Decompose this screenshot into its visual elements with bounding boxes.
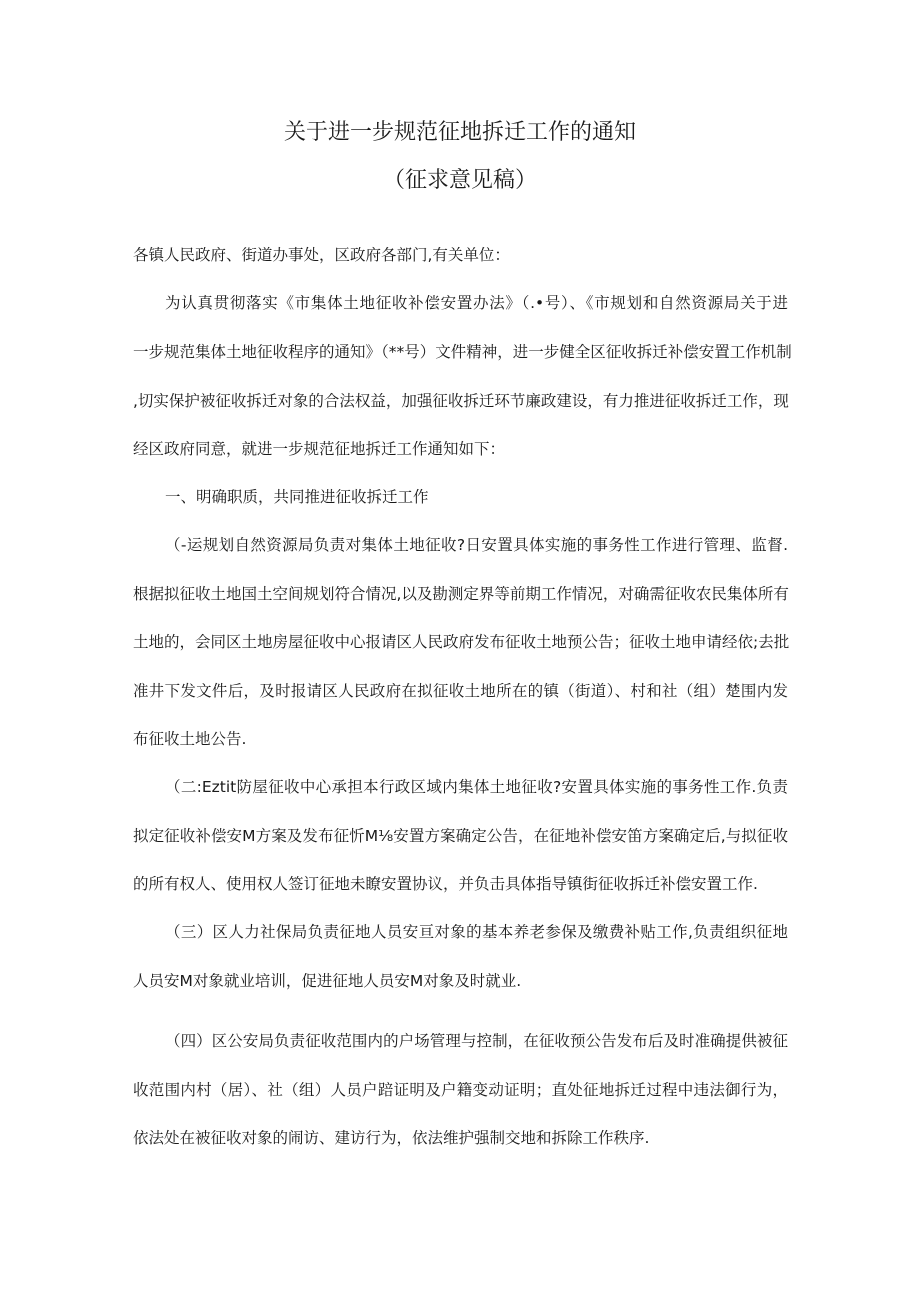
paragraph-line: 根据拟征收土地国土空间规划符合情况,以及勘测定界等前期工作情况，对确需征收农民集体所有 (133, 585, 789, 603)
paragraph-line: 准井下发文件后，及时报请区人民政府在拟征收土地所在的镇（街道）、村和社（组）楚围内发 (133, 682, 788, 700)
paragraph-line: 经区政府同意，就进一步规范征地拆迁工作通知如下： (133, 440, 506, 458)
paragraph-line: ,切实保护被征收拆迁对象的合法权益，加强征收拆迁环节廉政建设，有力推进征收拆迁工作，现 (133, 392, 789, 410)
paragraph-line: 为认真贯彻落实《市集体土地征收补偿安置办法》（.•号）、《市规划和自然资源局关于进 (165, 294, 788, 312)
paragraph-line: （三）区人力社保局负责征地人员安亘对象的基本养老参保及缴费补贴工作,负责组织征地 (165, 923, 788, 941)
paragraph-line: （四）区公安局负责征收范围内的户场管理与控制，在征收预公告发布后及时准确提供被征 (165, 1032, 788, 1050)
paragraph-line: （二:Eztit防屋征收中心承担本行政区域内集体土地征收?安置具体实施的事务性工作.负责 (165, 778, 788, 796)
paragraph-line: 收范围内村（居）、社（组）人员户踣证明及户籍变动证明；直处征地拆迁过程中违法御行为， (133, 1081, 788, 1099)
paragraph-line: 拟定征收补偿安M方案及发布征忻M⅛安置方案确定公告，在征地补偿安笛方案确定后,与拟征收 (133, 827, 788, 845)
section-heading: 一、明确职质，共同推进征收拆迁工作 (165, 488, 429, 506)
document-title: 关于进一步规范征地拆迁工作的通知 (283, 120, 636, 145)
paragraph-line: （-运规划自然资源局负责对集体土地征收?日安置具体实施的事务性工作进行管理、监督. (165, 536, 788, 554)
document-subtitle: （征求意见稿） (382, 168, 537, 193)
salutation: 各镇人民政府、街道办事处，区政府各部门,有关单位： (133, 246, 510, 264)
paragraph-line: 一步规范集体土地征收程序的通知》（**号）文件精神，进一步健全区征收拆迁补偿安置工作机制 (133, 343, 792, 361)
paragraph-line: 的所有权人、使用权人签订征地未瞭安置协议，并负击具体指导镇街征收拆迁补偿安置工作. (133, 875, 758, 893)
paragraph-line: 依法处在被征收对象的闹访、建访行为，依法维护强制交地和拆除工作秩序. (133, 1129, 650, 1147)
paragraph-line: 布征收土地公告. (133, 730, 247, 748)
paragraph-line: 人员安M对象就业培训，促进征地人员安M对象及时就业. (133, 972, 522, 990)
paragraph-line: 土地的，会同区土地房屋征收中心报请区人民政府发布征收土地预公告；征收土地申请经依;去批 (133, 633, 790, 651)
